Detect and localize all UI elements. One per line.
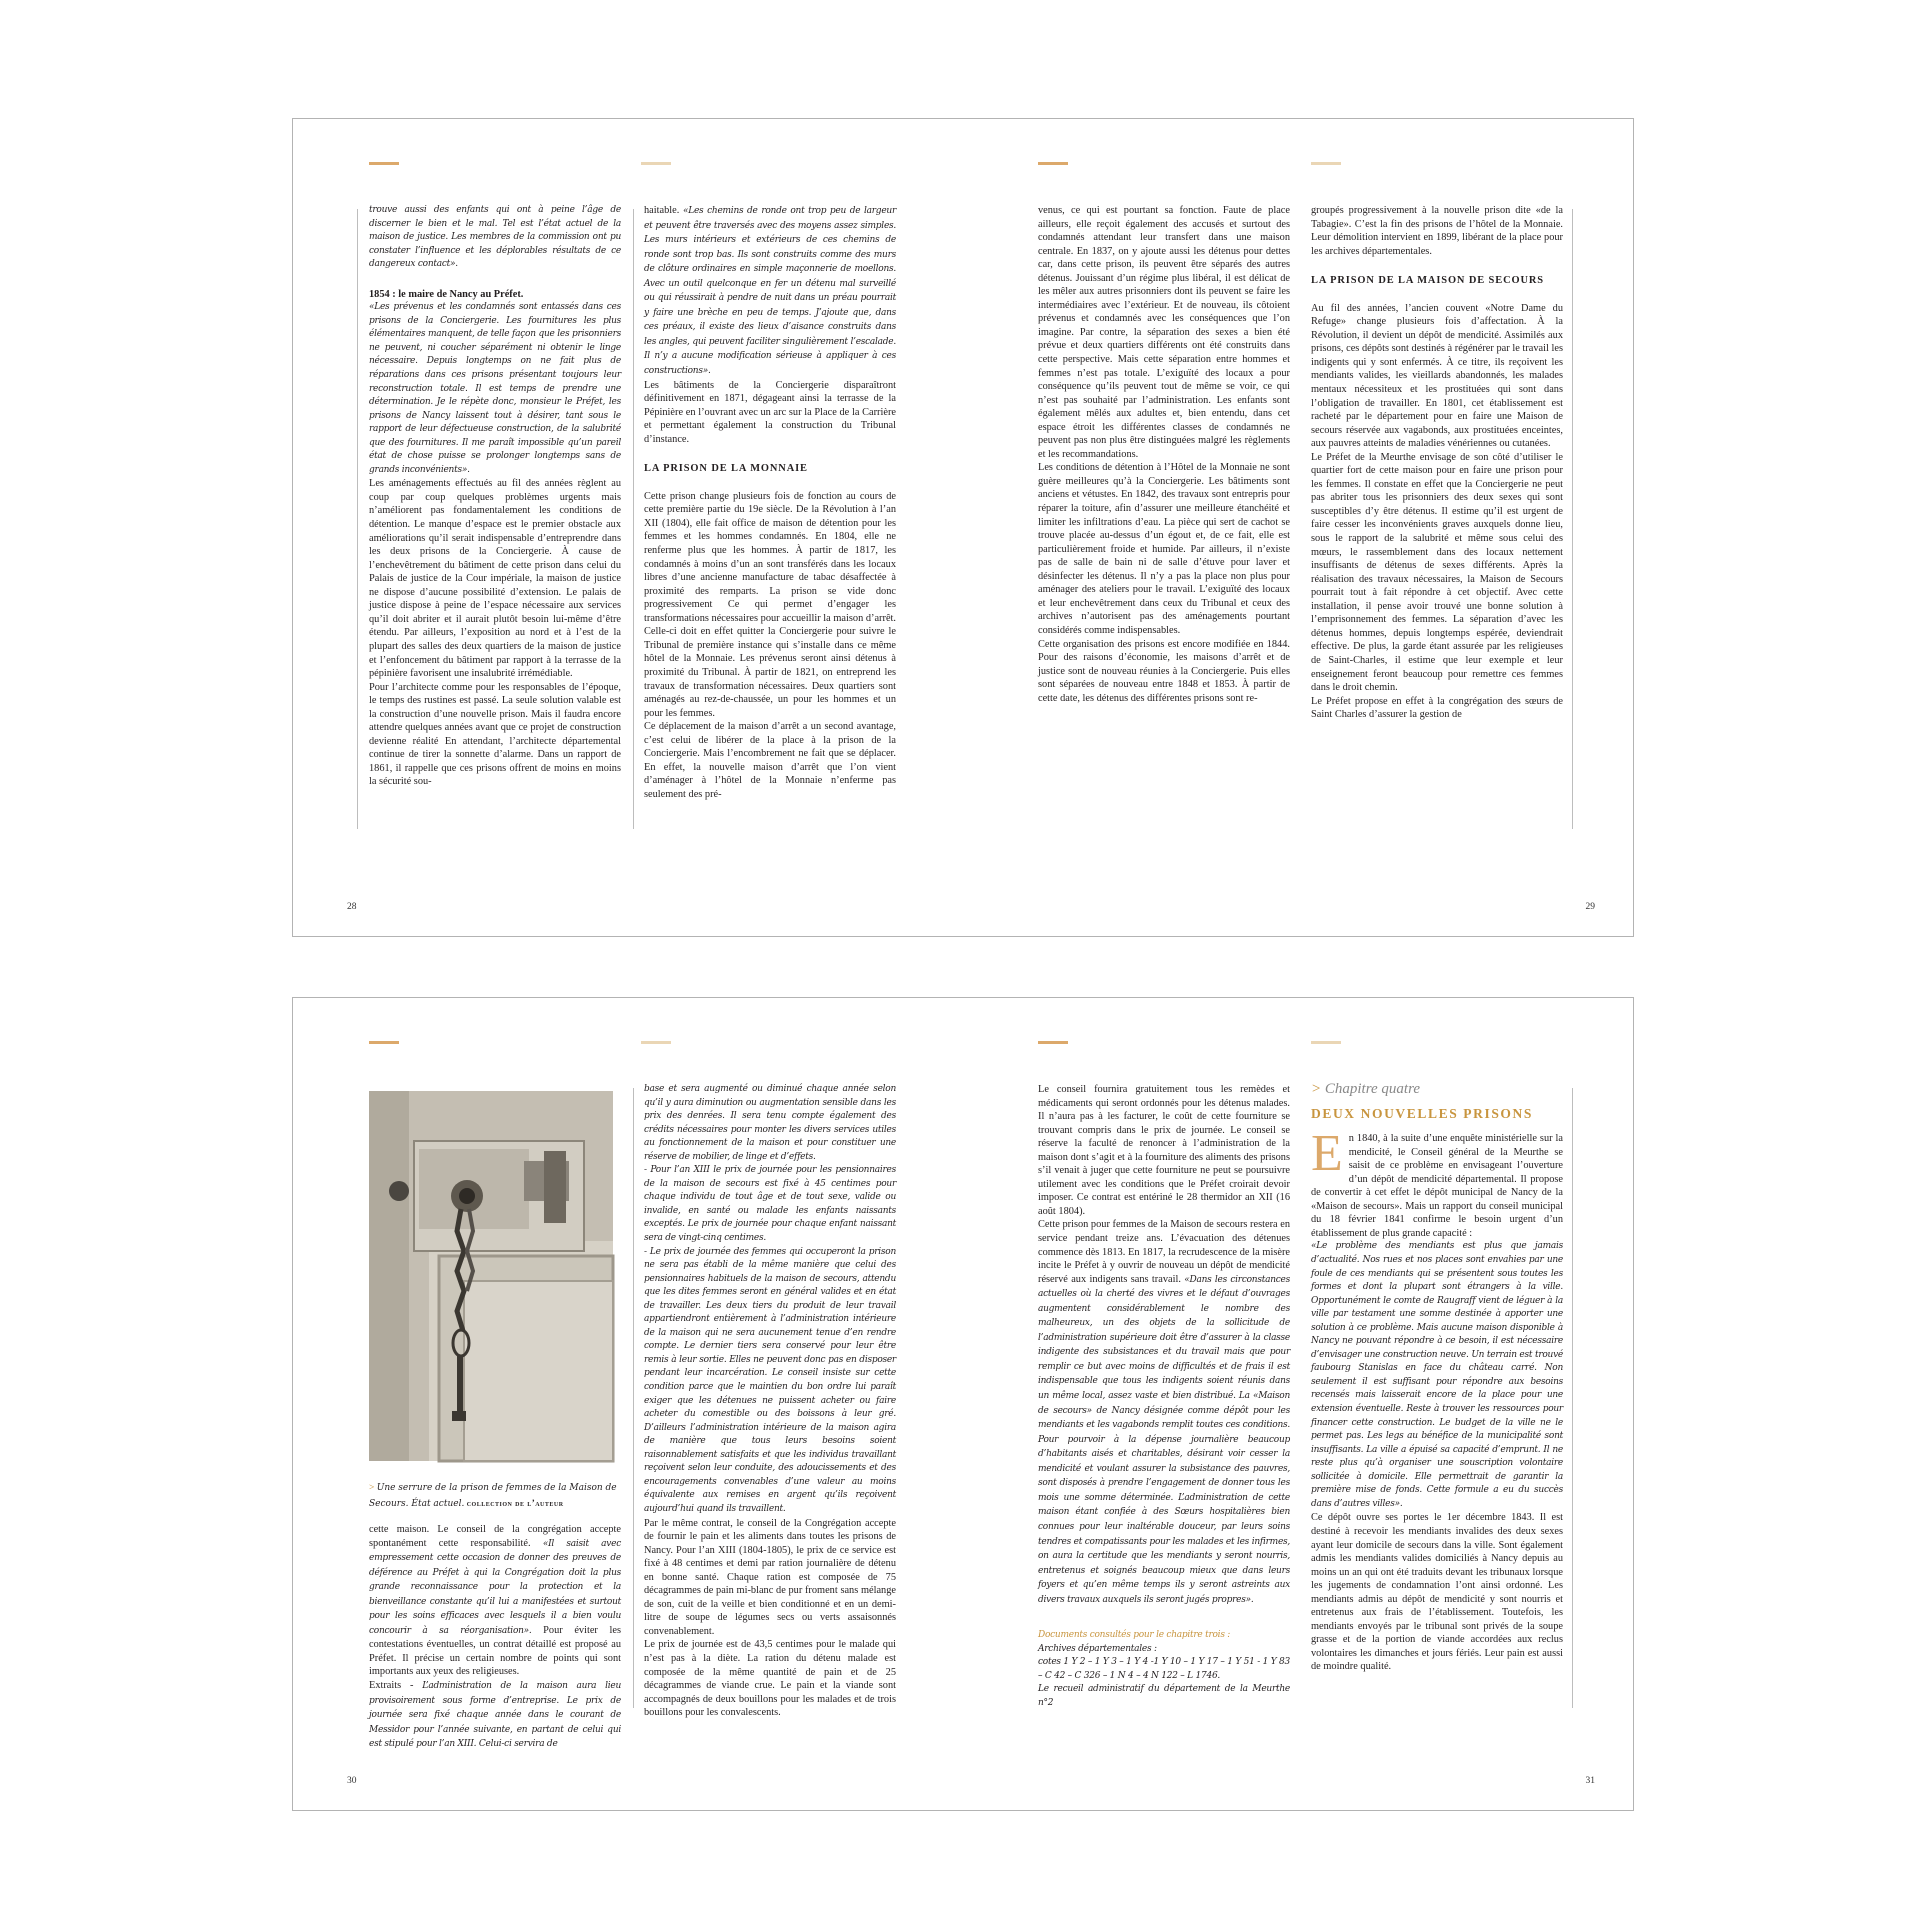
column-rule [1572,1088,1573,1708]
paragraph: Cette organisation des prisons est encore modifiée en 1844. Pour des raisons d’économie, les maisons d’arrêt et de justice sont de nouveau réunies à la Conciergerie. Puis elles sont séparées de nouveau entre 1848 et 1853. À partir de cette date, les détenus des différentes prisons sont re- [1038,638,1290,704]
chapter-marker: > [1311,1081,1322,1097]
page-number: 30 [347,1776,357,1786]
page-31-column-1 [1038,1083,1290,1708]
page-number: 31 [1585,1776,1595,1786]
drop-cap: E [1311,1125,1343,1183]
paragraph: Ce déplacement de la maison d’arrêt a un second avantage, c’est celui de libérer de la place à la prison de la Conciergerie. Mais l’encombrement ne fait que se déplacer. En effet, la nouvelle maison d’arrêt que l’on vient d’aménager à l’hôtel de la Monnaie n’enferme pas seulement des pré- [644,721,896,800]
quote: - Pour l’an XIII le prix de journée pour les pensionnaires de la maison de secours est fixé à 45 centimes pour chaque individu de tout âge et de tout sexe, valide ou invalide, en santé ou malade les enfants naissants exceptés. Le prix de journée pour chaque enfant naissant sera de vingt-cinq centimes. [644,1165,896,1244]
door-lock-image [369,1091,613,1461]
quote: «Le problème des mendiants est plus que jamais d’actualité. Nos rues et nos places sont envahies par une foule de ces mendiants qui se présentent sous toutes les formes et dont la plupart sont étrangers à la ville. Opportunément le comte de Raugraff vient de léguer à la ville par testament une somme destinée à apporter une solution à ce problème. Mais aucune maison disponible à Nancy ne pouvant répondre à ce besoin, il est nécessaire d’envisager une construction neuve. Un terrain est trouvé faubourg Stanislas en face du château carré. Non seulement il est suffisant pour répondre aux besoins recensés mais laisserait encore de la place pour une extension éventuelle. Reste à trouver les ressources pour financer cette construction. Le budget de la ville ne le permet pas. Les legs au bénéfice de la municipalité sont insuffisants. La ville a épuisé sa capacité d’emprunt. Il ne reste plus qu’à organiser une souscription volontaire sollicitée à domicile. Elle permettrait de garantir la première mise de fonds. Cette formule a eu du succès dans d’autres villes». [1311,1241,1563,1509]
photo-caption [369,1481,619,1512]
column-rule [1572,209,1573,829]
section-heading: LA PRISON DE LA MONNAIE [644,463,808,475]
accent-rule [369,162,399,165]
page-31-column-2 [1311,1083,1563,1705]
page-number: 28 [347,902,357,912]
page-28-column-1 [369,204,621,826]
paragraph: Cette prison change plusieurs fois de fonction au cours de cette première partie du 19e siècle. De la Révolution à l’an XII (1804), elle fait office de maison de détention pour les femmes et les hommes condamnés. En 1804, elle ne renferme plus que les hommes. À partir de 1817, les condamnés à moins d’un an sont transférés dans les locaux libres d’une ancienne manufacture de tabac désaffectée à proximité des remparts. La prison se vide donc progressivement Ce qui permet d’engager les transformations nécessaires pour accueillir la maison d’arrêt. Celle-ci doit en effet quitter la Conciergerie pour suivre le Tribunal de première instance qui s’installe dans ce même hôtel de la Monnaie. Les prévenus seront ainsi détenus à proximité du Tribunal. À partir de 1821, on entreprend les travaux de transformation nécessaires. Deux quartiers sont aménagés au rez-de-chaussée, un pour les hommes et un pour les femmes. [644,490,896,719]
sources-line: Archives départementales : [1038,1643,1157,1654]
column-rule [633,209,634,829]
page-28-column-2 [644,204,896,826]
paragraph: haitable. [644,205,683,216]
caption-credit: collection de l’auteur [466,1498,564,1508]
caption-text: Une serrure de la prison de femmes de la Maison de Secours. État actuel. [369,1483,617,1509]
section-heading: 1854 : le maire de Nancy au Préfet. [369,288,524,300]
paragraph: Les bâtiments de la Conciergerie disparaîtront définitivement en 1871, dégageant ainsi la terrasse de la Pépinière en l’ouvrant avec un arc sur la Place de la Carrière et permettant également la construction du Tribunal d’instance. [644,379,896,445]
quote: «Dans les circonstances actuelles où la cherté des vivres et le défaut d’ouvrages augmentent considérablement le nombre des malheureux, un des objets de la sollicitude de l’administration supérieure doit être d’assurer à la classe indigente des subsistances et du travail mais que pour remplir ce but avec moins de difficultés et de frais il est indispensable que tous les indigents soient réunis dans un même local, assez vaste et bien distribué. La «Maison de secours» de Nancy désignée comme dépôt pour les mendiants et les vagabonds remplit toutes ces conditions. Pour pourvoir à la dépense journalière beaucoup d’habitants aisés et charitables, désirant voir cesser la mendicité et voulant assurer la subsistance des pauvres, sont disposés à prendre l’engagement de donner tous les mois une somme déterminée. L’administration de cette maison étant confiée à des Sœurs hospitalières bien connues pour leur inaltérable douceur, par leurs soins tendres et compatissants pour les malades et les infirmes, on aura la certitude que les mendiants y seront nourris, entretenus et soignés beaucoup mieux que dans leurs foyers et qu’en même temps ils y seront astreints aux divers travaux auxquels ils seront jugés propres». [1038,1274,1290,1605]
paragraph: Ce dépôt ouvre ses portes le 1er décembre 1843. Il est destiné à recevoir les mendiants invalides des deux sexes ayant leur domicile de secours dans la ville. Sont également admis les mendiants valides domiciliés à Nancy depuis au moins un an qui ont été traduits devant les tribunaux lorsque les jugements de condamnation l’ont ainsi ordonné. Les mendiants admis au dépôt de mendicité y sont nourris et entretenus aux frais de l’établissement. Toutefois, les mendiants envoyés par le tribunal sont privés de la soupe grasse et de la portion de viande accordées aux reclus volontaires les dimanches et jours fériés. Leur pain est aussi de moindre qualité. [1311,1512,1563,1673]
paragraph: Pour éviter les contestations éventuelles, un contrat détaillé est proposé au Préfet. Il précise un certain nombre de points qui sont importants aux yeux des religieuses. [369,1624,621,1678]
paragraph: Cette prison pour femmes de la Maison de secours restera en service pendant treize ans. L’évacuation des détenues commence dès 1813. En 1817, la recrudescence de la misère incite le Préfet à y ouvrir de nouveau un dépôt de mendicité réservé aux indigents sans travail. [1038,1219,1290,1285]
page-29-column-1 [1038,204,1290,826]
paragraph: Pour l’architecte comme pour les responsables de l’époque, le temps des rustines est passé. La seule solution valable est la construction d’une nouvelle prison. Mais il faudra encore attendre quelques années avant que ce projet de construction devienne réalité En attendant, l’architecte départemental continue de tirer la sonnette d’alarme. Dans un rapport de 1861, il rappelle que ces prisons offrent de moins en moins la sécurité sou- [369,681,621,788]
paragraph: Les aménagements effectués au fil des années règlent au coup par coup quelques problèmes urgents mais n’améliorent pas fondamentalement les conditions de détention. Le manque d’espace est le premier obstacle aux améliorations qu’il serait indispensable d’entreprendre dans les deux prisons de la Conciergerie. À cause de l’enchevêtrement du bâtiment de cette prison dans celui du Palais de justice de la Cour impériale, la maison de justice ne dispose d’aucune possibilité d’extension. Le palais de justice dispose à peine de l’espace nécessaire aux services qu’il doit abriter et il aurait plutôt besoin lui-même d’être étendu. Par ailleurs, l’exposition au nord et à l’est de la plupart des salles des deux quartiers de la maison de justice et l’enfoncement du bâtiment par rapport à la terrasse de la pépinière favorisent une insalubrité irrémédiable. [369,478,621,680]
quote: «Il saisit avec empressement cette occasion de donner des preuves de déférence au Préfet à qui la Congrégation doit la plus grande reconnaissance pour la protection et la bienveillance constante qu’il lui a manifestées et surtout pour les soins efficaces avec lesquels il a bien voulu concourir à sa réorganisation». [369,1538,621,1636]
accent-rule [1038,1041,1068,1044]
quote: «Les prévenus et les condamnés sont entassés dans ces prisons de la Conciergerie. Les fournitures les plus élémentaires manquent, de telle façon que les prisonniers ne peuvent, ni coucher séparément ni obtenir le linge nécessaire. Depuis longtemps on ne fait plus de réparations dans ces prisons présentant toujours leur reconstruction totale. Il est temps de prendre une détermination. Je le répète donc, monsieur le Préfet, les prisons de Nancy laissent tout à désirer, tant sous le rapport de leur défectueuse construction, de la salubrité que des fournitures. Il me paraît impossible qu’un pareil état de chose puisse se prolonger longtemps sans de grands inconvénients». [369,302,621,475]
chapter-label [1311,1083,1563,1097]
chapter-number: Chapitre quatre [1324,1081,1421,1097]
spread-pages-28-29 [292,118,1634,937]
paragraph: venus, ce qui est pourtant sa fonction. Faute de place ailleurs, elle reçoit également des accusés et surtout des condamnés attendant leur transfert dans une maison centrale. En 1837, on y ajoute aussi les détenus pour dettes car, dans cette prison, ils peuvent être séparés des autres détenus. Jouissant d’un régime plus libéral, il est délicat de les mêler aux autres prisonniers dont ils peuvent se faire les intermédiaires avec l’extérieur. Et de nouveau, ils côtoient prévenus et condamnés avec les conséquences que l’on imagine. Par contre, la séparation des sexes a bien été prévue et deux quartiers différents ont été construits dans cette perspective. Mais cette séparation entre hommes et femmes n’est pas totale. L’exiguïté des locaux a pour conséquence qu’ils peuvent tout de même se voir, ce qui n’est pas souhaité par l’administration. Les enfants sont également mêlés aux adultes et, bien entendu, dans cet espace étroit les différentes classes de condamnés ne peuvent pas non plus être distinguées malgré les règlements et les recommandations. [1038,205,1290,460]
page-30-column-1 [369,1523,621,1750]
section-heading: LA PRISON DE LA MAISON DE SECOURS [1311,275,1544,287]
caption-marker: > [369,1483,375,1493]
accent-rule [641,1041,671,1044]
accent-rule [1038,162,1068,165]
spread-pages-30-31 [292,997,1634,1811]
sources-heading: Documents consultés pour le chapitre trois : [1038,1630,1231,1641]
paragraph: Extraits - [369,1680,423,1692]
paragraph: Le Préfet propose en effet à la congrégation des sœurs de Saint Charles d’assurer la gestion de [1311,695,1563,721]
paragraph: Les conditions de détention à l’Hôtel de la Monnaie ne sont guère meilleures qu’à la Conciergerie. Les bâtiments sont anciens et vétustes. En 1842, des travaux sont entrepris pour réparer la toiture, afin d’assurer une meilleure étanchéité et limiter les infiltrations d’eau. La pièce qui sert de cachot se trouve placée au-dessus d’un égout et, de ce fait, elle est particulièrement froide et humide. Par ailleurs, il n’existe pas de salle de bain ni de salle d’étuve pour laver et désinfecter les détenus. Il n’y a pas la place non plus pour aménager des ateliers pour le travail. L’exiguïté des locaux et leur enchevêtrement dans ceux du Tribunal et ceux des archives n’autorisent pas des aménagements pourtant considérés comme indispensables. [1038,462,1290,636]
paragraph: Le conseil fournira gratuitement tous les remèdes et médicaments qui seront ordonnés pour les détenus malades. Il n’aura pas à les facturer, le coût de cette fourniture se trouvant compris dans le prix de journée. Le conseil se réserve la faculté de renoncer à l’administration de la maison dont s’agit et à la fourniture des aliments des prisons s’il venait à juger que cette fourniture ne peut se poursuivre utilement avec les conditions que le Préfet croirait devoir imposer. Ce contrat est entériné le 28 thermidor an XII (16 août 1804). [1038,1084,1290,1217]
accent-rule [641,162,671,165]
paragraph: cette maison. Le conseil de la congrégation accepte spontanément cette responsabilité. [369,1524,621,1549]
paragraph: Par le même contrat, le conseil de la Congrégation accepte de fournir le pain et les aliments dans toutes les prisons de Nancy. Pour l’an XIII (1804-1805), le prix de ce service est fixé à 48 centimes et demi par ration journalière de détenu en bonne santé. Chaque ration est composée de 75 décagrammes de pain mi-blanc de pur froment sans mélange de son, cuit de la veille et bien conditionné et en un demi-litre de soupe de légumes secs ou verts assaisonnés convenablement. [644,1517,896,1637]
page-29-column-2 [1311,204,1563,826]
accent-rule [1311,162,1341,165]
chapter-title: DEUX NOUVELLES PRISONS [1311,1105,1533,1121]
column-rule [633,1088,634,1708]
paragraph: trouve aussi des enfants qui ont à peine l’âge de discerner le bien et le mal. Tel est l’état actuel de la maison de justice. Les membres de la commission ont pu constater l’influence et les déplorables résultats de ce dangereux contact». [369,205,621,270]
paragraph: n 1840, à la suite d’une enquête ministérielle sur la mendicité, le Conseil général de la Meurthe se saisit de ce problème en envisageant l’ouverture d’un dépôt de mendicité départemental. Il propose de convertir à cet effet le dépôt municipal de Nancy de la «Maison de secours». Mais un rapport du conseil municipal du 18 février 1841 confirme le besoin urgent d’un établissement de plus grande capacité : [1311,1133,1563,1239]
paragraph: Le prix de journée est de 43,5 centimes pour le malade qui n’est pas à la diète. La ration du détenu malade est composée de la même quantité de pain et de 25 décagrammes de viande crue. Le pain et la viande sont accompagnés de deux bouillons pour les malades et de trois bouillons pour les convalescents. [644,1639,896,1719]
paragraph: Au fil des années, l’ancien couvent «Notre Dame du Refuge» change plusieurs fois d’affectation. À la Révolution, il devient un dépôt de mendicité. Assimilés aux prisons, ces dépôts sont destinés à régénérer par le travail les indigents qui y sont enfermés. À ce titre, ils reçoivent les mendiants valides, les vieillards abandonnés, les malades mentaux nécessiteux et les prostituées qui sont dans l’obligation de travailler. En 1801, cet établissement est racheté par le département pour en faire une Maison de secours réservée aux vagabonds, aux prostituées enceintes, aux pauvres atteints de maladies vénériennes ou cutanées. [1311,302,1563,450]
page-30-column-2 [644,1083,896,1719]
column-rule [357,209,358,829]
quote: base et sera augmenté ou diminué chaque année selon qu’il y aura diminution ou augmentation sensible dans les prix des denrées. Il sera tenu compte également des crédits nécessaires pour monter les divers services utiles au fonctionnement de la maison et pour constituer une réserve de mobilier, de linge et d’effets. [644,1084,896,1162]
paragraph: Le Préfet de la Meurthe envisage de son côté d’utiliser le quartier fort de cette maison pour en faire une prison pour les femmes. Il constate en effet que la Conciergerie ne peut pas abriter tous les prisonniers des deux sexes qui sont susceptibles d’y être détenus. Il estime qu’il est urgent de faire cesser les inconvénients graves auxquels donne lieu, sous le rapport de la salubrité et même sous celui des mœurs, le rassemblement dans des locaux nettement insuffisants de détenus de sexes différents. Après la réalisation des travaux nécessaires, la Maison de Secours pourrait tout à fait répondre à cet objectif. Avec cette installation, il pense avoir trouvé une bonne solution à l’emprisonnement des femmes. La séparation d’avec les détenus hommes, depuis longtemps espérée, deviendrait effective. De plus, la garde étant assurée par les religieuses de Saint-Charles, il estime que leur exemple et leur enseignement feront beaucoup pour remettre ces femmes dans le droit chemin. [1311,451,1563,694]
quote: «Les chemins de ronde ont trop peu de largeur et peuvent être traversés avec des moyens assez simples. Les murs intérieurs et extérieurs de ces chemins de ronde sont trop bas. Ils sont construits comme des murs de clôture ordinaires en simple maçonnerie de moellons. Avec un outil quelconque en fer un détenu mal surveillé ou qui réussirait à pendre de nuit dans un préau pourrait y faire une brèche en peu de temps. J’ajoute que, dans ces préaux, il existe des lieux d’aisance construits dans les angles, qui peuvent faciliter singulièrement l’escalade. Il n’y a aucune modification sérieuse à appliquer à ces constructions». [644,206,896,377]
accent-rule [1311,1041,1341,1044]
page-number: 29 [1585,902,1595,912]
sources-line: cotes 1 Y 2 – 1 Y 3 – 1 Y 4 -1 Y 10 – 1 Y 17 – 1 Y 51 - 1 Y 83 – C 42 – C 326 – 1 N 4 – 4 N 122 – L 1746. [1038,1657,1290,1681]
accent-rule [369,1041,399,1044]
quote: L’administration de la maison aura lieu provisoirement sous forme d’entreprise. Le prix de journée sera fixé chaque année dans le courant de Messidor pour l’année suivante, en partant de celui qui est stipulé pour l’an XIII. Celui-ci servira de [369,1681,621,1750]
paragraph: groupés progressivement à la nouvelle prison dite «de la Tabagie». C’est la fin des prisons de l’hôtel de la Monnaie. Leur démolition intervient en 1899, libérant de la place pour les archives départementales. [1311,205,1563,257]
lock-photo [369,1091,613,1461]
sources-line: Le recueil administratif du département de la Meurthe n°2 [1038,1684,1290,1708]
quote: - Le prix de journée des femmes qui occuperont la prison ne sera pas établi de la même manière que celui des pensionnaires habituels de la maison de secours, attendu que les dites femmes seront en général valides et en état de travailler. Les deux tiers du produit de leur travail appartiendront entièrement à l’administration intérieure de la maison qui ne sera aucunement tenue d’en rendre compte. Le dernier tiers sera conservé pour leur être remis à leur sortie. Elles ne peuvent donc pas en disposer pendant leur incarcération. Le conseil insiste sur cette condition parce que le maintien du bon ordre lui paraît exiger que les détenues ne puissent acheter ou faire acheter du comestible ou des boissons à leur gré. D’ailleurs l’administration intérieure de la maison agira de manière que tous leurs besoins soient raisonnablement satisfaits et que les individus travaillant reçoivent selon leur conduite, des adoucissements et des encouragements convenables d’une valeur au moins équivalente aux remises en argent qu’ils reçoivent aujourd’hui quand ils travaillent. [644,1246,896,1514]
